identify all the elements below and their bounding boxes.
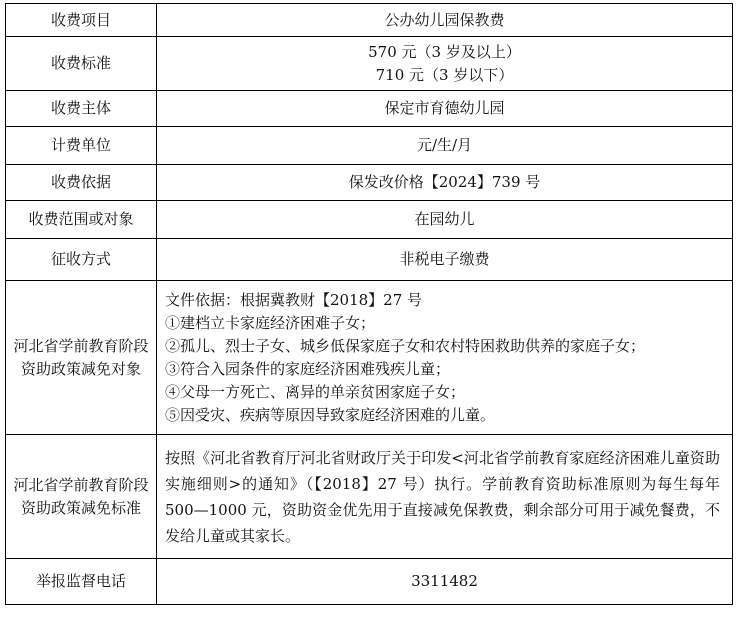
relief-standard-value: 按照《河北省教育厅河北省财政厅关于印发<河北省学前教育家庭经济困难儿童资助实施细则>的通知》（【2018】27 号）执行。学前教育资助标准原则为每生每年 500—1000 元，资助资金优先用于直接减免保教费，剩余部分可用于减免餐费，不发给儿童或其家长。: [157, 435, 733, 559]
relief-target-line: ⑤因受灾、疾病等原因导致家庭经济困难的儿童。: [165, 405, 496, 424]
report-phone-label: 举报监督电话: [6, 559, 157, 605]
collection-method-value: 非税电子缴费: [157, 239, 733, 281]
table-row: [6, 281, 733, 435]
relief-standard-label: 河北省学前教育阶段资助政策减免标准: [6, 435, 157, 559]
fee-scope-value: 在园幼儿: [157, 201, 733, 239]
table-row: [6, 37, 733, 91]
fee-info-table: [5, 3, 733, 605]
table-row: [6, 4, 733, 37]
fee-basis-value: 保发改价格【2024】739 号: [157, 165, 733, 201]
table-row: [6, 239, 733, 281]
fee-subject-label: 收费主体: [6, 91, 157, 127]
report-phone-value: 3311482: [157, 559, 733, 605]
fee-standard-line: 710 元（3 岁以下）: [375, 65, 514, 84]
fee-item-label: 收费项目: [6, 4, 157, 37]
fee-standard-line: 570 元（3 岁及以上）: [368, 42, 521, 61]
relief-target-line: 文件依据：根据冀教财【2018】27 号: [165, 290, 423, 309]
table-row: [6, 559, 733, 605]
billing-unit-label: 计费单位: [6, 127, 157, 165]
relief-target-line: ③符合入园条件的家庭经济困难残疾儿童；: [165, 359, 451, 378]
fee-standard-value: [157, 37, 733, 91]
relief-target-line: ④父母一方死亡、离异的单亲贫困家庭子女；: [165, 382, 466, 401]
collection-method-label: 征收方式: [6, 239, 157, 281]
fee-basis-label: 收费依据: [6, 165, 157, 201]
fee-standard-label: 收费标准: [6, 37, 157, 91]
fee-subject-value: 保定市育德幼儿园: [157, 91, 733, 127]
relief-targets-value: [157, 281, 733, 435]
table-row: [6, 127, 733, 165]
table-row: [6, 435, 733, 559]
fee-scope-label: 收费范围或对象: [6, 201, 157, 239]
relief-target-line: ①建档立卡家庭经济困难子女；: [165, 313, 376, 332]
table-row: [6, 201, 733, 239]
relief-targets-label: 河北省学前教育阶段资助政策减免对象: [6, 281, 157, 435]
fee-item-value: 公办幼儿园保教费: [157, 4, 733, 37]
billing-unit-value: 元/生/月: [157, 127, 733, 165]
table-row: [6, 165, 733, 201]
table-row: [6, 91, 733, 127]
relief-target-line: ②孤儿、烈士子女、城乡低保家庭子女和农村特困救助供养的家庭子女；: [165, 336, 646, 355]
